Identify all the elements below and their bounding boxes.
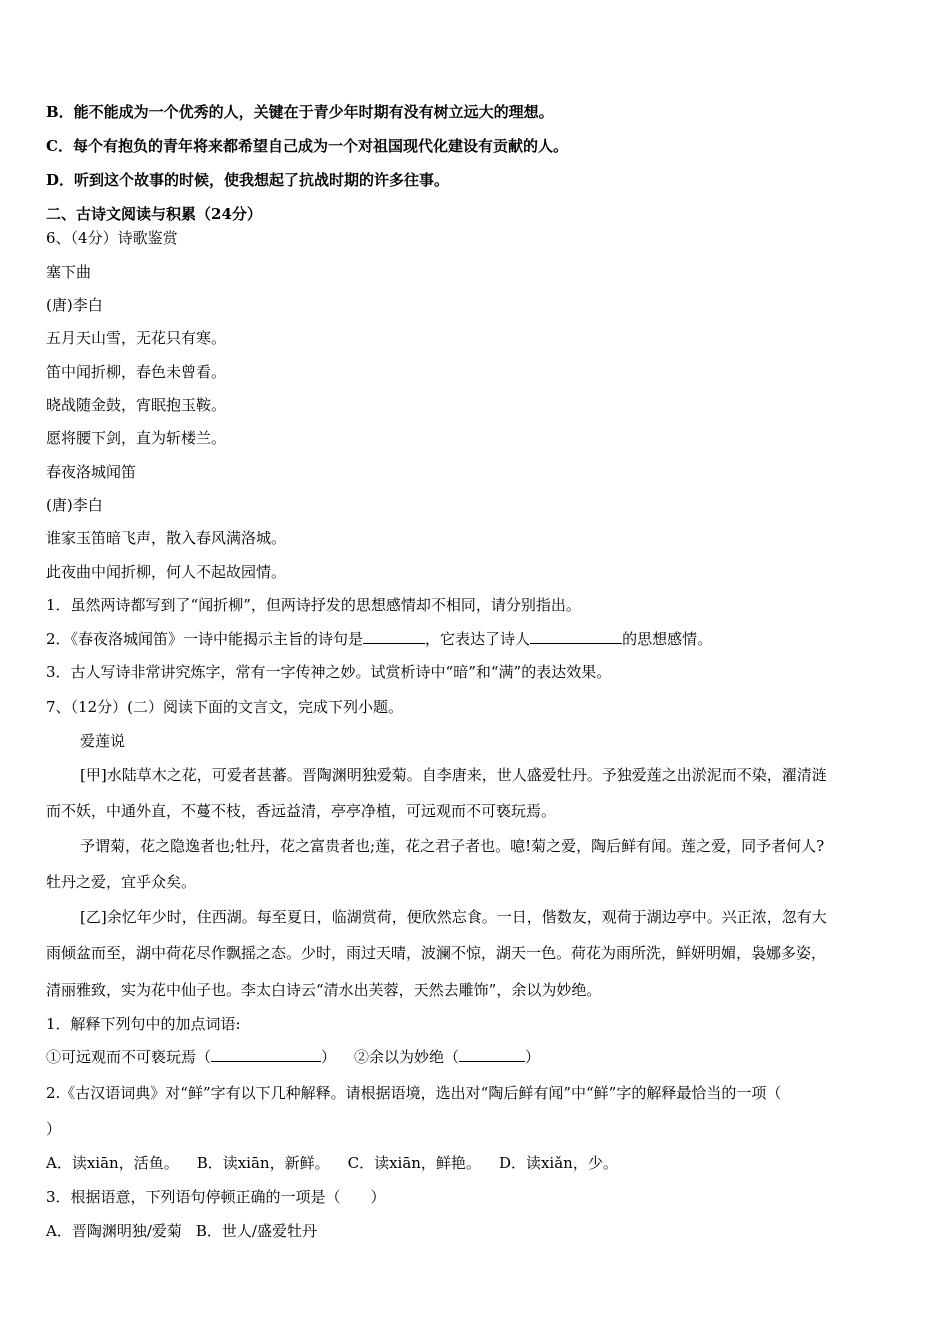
q6-sub2-text: 的思想感情。: [622, 630, 713, 648]
q7-sub1-items: [46, 1047, 540, 1067]
poem1-author: (唐)李白: [46, 296, 103, 314]
q6-sub2: [46, 629, 712, 649]
section-title: 二、古诗文阅读与积累（24分）: [46, 205, 262, 223]
option-text: B．世人/盛爱牡丹: [195, 1222, 317, 1240]
option-text: B．读xiān，新鲜。: [196, 1154, 330, 1172]
passage-line: 清丽雅致，实为花中仙子也。李太白诗云“清水出芙蓉，天然去雕饰”，余以为妙绝。: [46, 981, 602, 999]
q7-heading: 7、（12分）(二）阅读下面的文言文，完成下列小题。: [46, 698, 403, 716]
poem2-line: 此夜曲中闻折柳，何人不起故园情。: [46, 563, 287, 581]
passage-line: 而不妖，中通外直，不蔓不枝，香远益清，亭亭净植，可远观而不可亵玩焉。: [46, 802, 557, 820]
option-text: D．读xiǎn，少。: [498, 1154, 618, 1172]
q6-sub2-text: 2．《春夜洛城闻笛》一诗中能揭示主旨的诗句是: [46, 630, 364, 648]
q6-sub2-text: ，它表达了诗人: [425, 630, 531, 648]
option-text: A．读xiān，活鱼。: [46, 1154, 179, 1172]
passage-line: 予谓菊，花之隐逸者也;牡丹，花之富贵者也;莲，花之君子者也。噫!菊之爱，陶后鲜有闻。莲之爱，同予者何人?: [80, 837, 825, 855]
q7-sub3-options: [46, 1221, 317, 1241]
passage-line: 牡丹之爱，宜乎众矣。: [46, 873, 197, 891]
option-c: C．每个有抱负的青年将来都希望自己成为一个对祖国现代化建设有贡献的人。: [46, 137, 568, 155]
passage-line: 雨倾盆而至，湖中荷花尽作飘摇之态。少时，雨过天晴，波澜不惊，湖天一色。荷花为雨所洗，鲜妍明媚，袅娜多姿，: [46, 944, 827, 962]
answer-blank: [363, 629, 425, 644]
answer-blank: [211, 1047, 321, 1062]
q6-sub3: 3．古人写诗非常讲究炼字，常有一字传神之妙。试赏析诗中“暗”和“满”的表达效果。: [46, 663, 612, 681]
poem2-line: 谁家玉笛暗飞声，散入春风满洛城。: [46, 529, 287, 547]
passage-line: [乙]余忆年少时，住西湖。每至夏日，临湖赏荷，便欣然忘食。一日，偕数友，观荷于湖边亭中。兴正浓，忽有大: [80, 908, 827, 926]
q7-sub1-item-text: ①可远观而不可亵玩焉（: [46, 1048, 212, 1066]
poem1-title: 塞下曲: [46, 263, 92, 281]
option-b: B．能不能成为一个优秀的人，关键在于青少年时期有没有树立远大的理想。: [46, 103, 554, 121]
q6-heading: 6、（4分）诗歌鉴赏: [46, 229, 178, 247]
q7-sub1-item-text: ）: [525, 1048, 541, 1066]
poem1-line: 笛中闻折柳，春色未曾看。: [46, 363, 227, 381]
option-text: A．晋陶渊明独/爱菊: [46, 1222, 182, 1240]
answer-blank: [530, 629, 622, 644]
q7-sub2-options: [46, 1153, 618, 1173]
q7-sub2: 2.《古汉语词典》对“鲜”字有以下几种解释。请根据语境，选出对“陶后鲜有闻”中“鲜”字的解释最恰当的一项（: [46, 1084, 782, 1102]
q6-sub1: 1．虽然两诗都写到了“闻折柳”，但两诗抒发的思想感情却不相同，请分别指出。: [46, 596, 581, 614]
q7-sub2: ）: [46, 1120, 62, 1138]
poem1-line: 晓战随金鼓，宵眠抱玉鞍。: [46, 396, 227, 414]
q7-sub3: 3．根据语意，下列语句停顿正确的一项是（ ）: [46, 1188, 386, 1206]
poem1-line: 五月天山雪，无花只有寒。: [46, 329, 227, 347]
essay-title: 爱莲说: [80, 732, 126, 750]
option-text: C．读xiān，鲜艳。: [347, 1154, 481, 1172]
answer-blank: [459, 1047, 525, 1062]
poem1-line: 愿将腰下剑，直为斩楼兰。: [46, 429, 227, 447]
q7-sub1-item-text: ）: [321, 1048, 337, 1066]
q7-sub1: 1．解释下列句中的加点词语:: [46, 1015, 241, 1033]
passage-line: [甲]水陆草木之花，可爱者甚蕃。晋陶渊明独爱菊。自李唐来，世人盛爱牡丹。予独爱莲之出淤泥而不染，濯清涟: [80, 766, 827, 784]
option-d: D．听到这个故事的时候，使我想起了抗战时期的许多往事。: [46, 171, 450, 189]
poem2-author: (唐)李白: [46, 496, 103, 514]
q7-sub1-item-text: ②余以为妙绝（: [354, 1048, 460, 1066]
poem2-title: 春夜洛城闻笛: [46, 463, 137, 481]
